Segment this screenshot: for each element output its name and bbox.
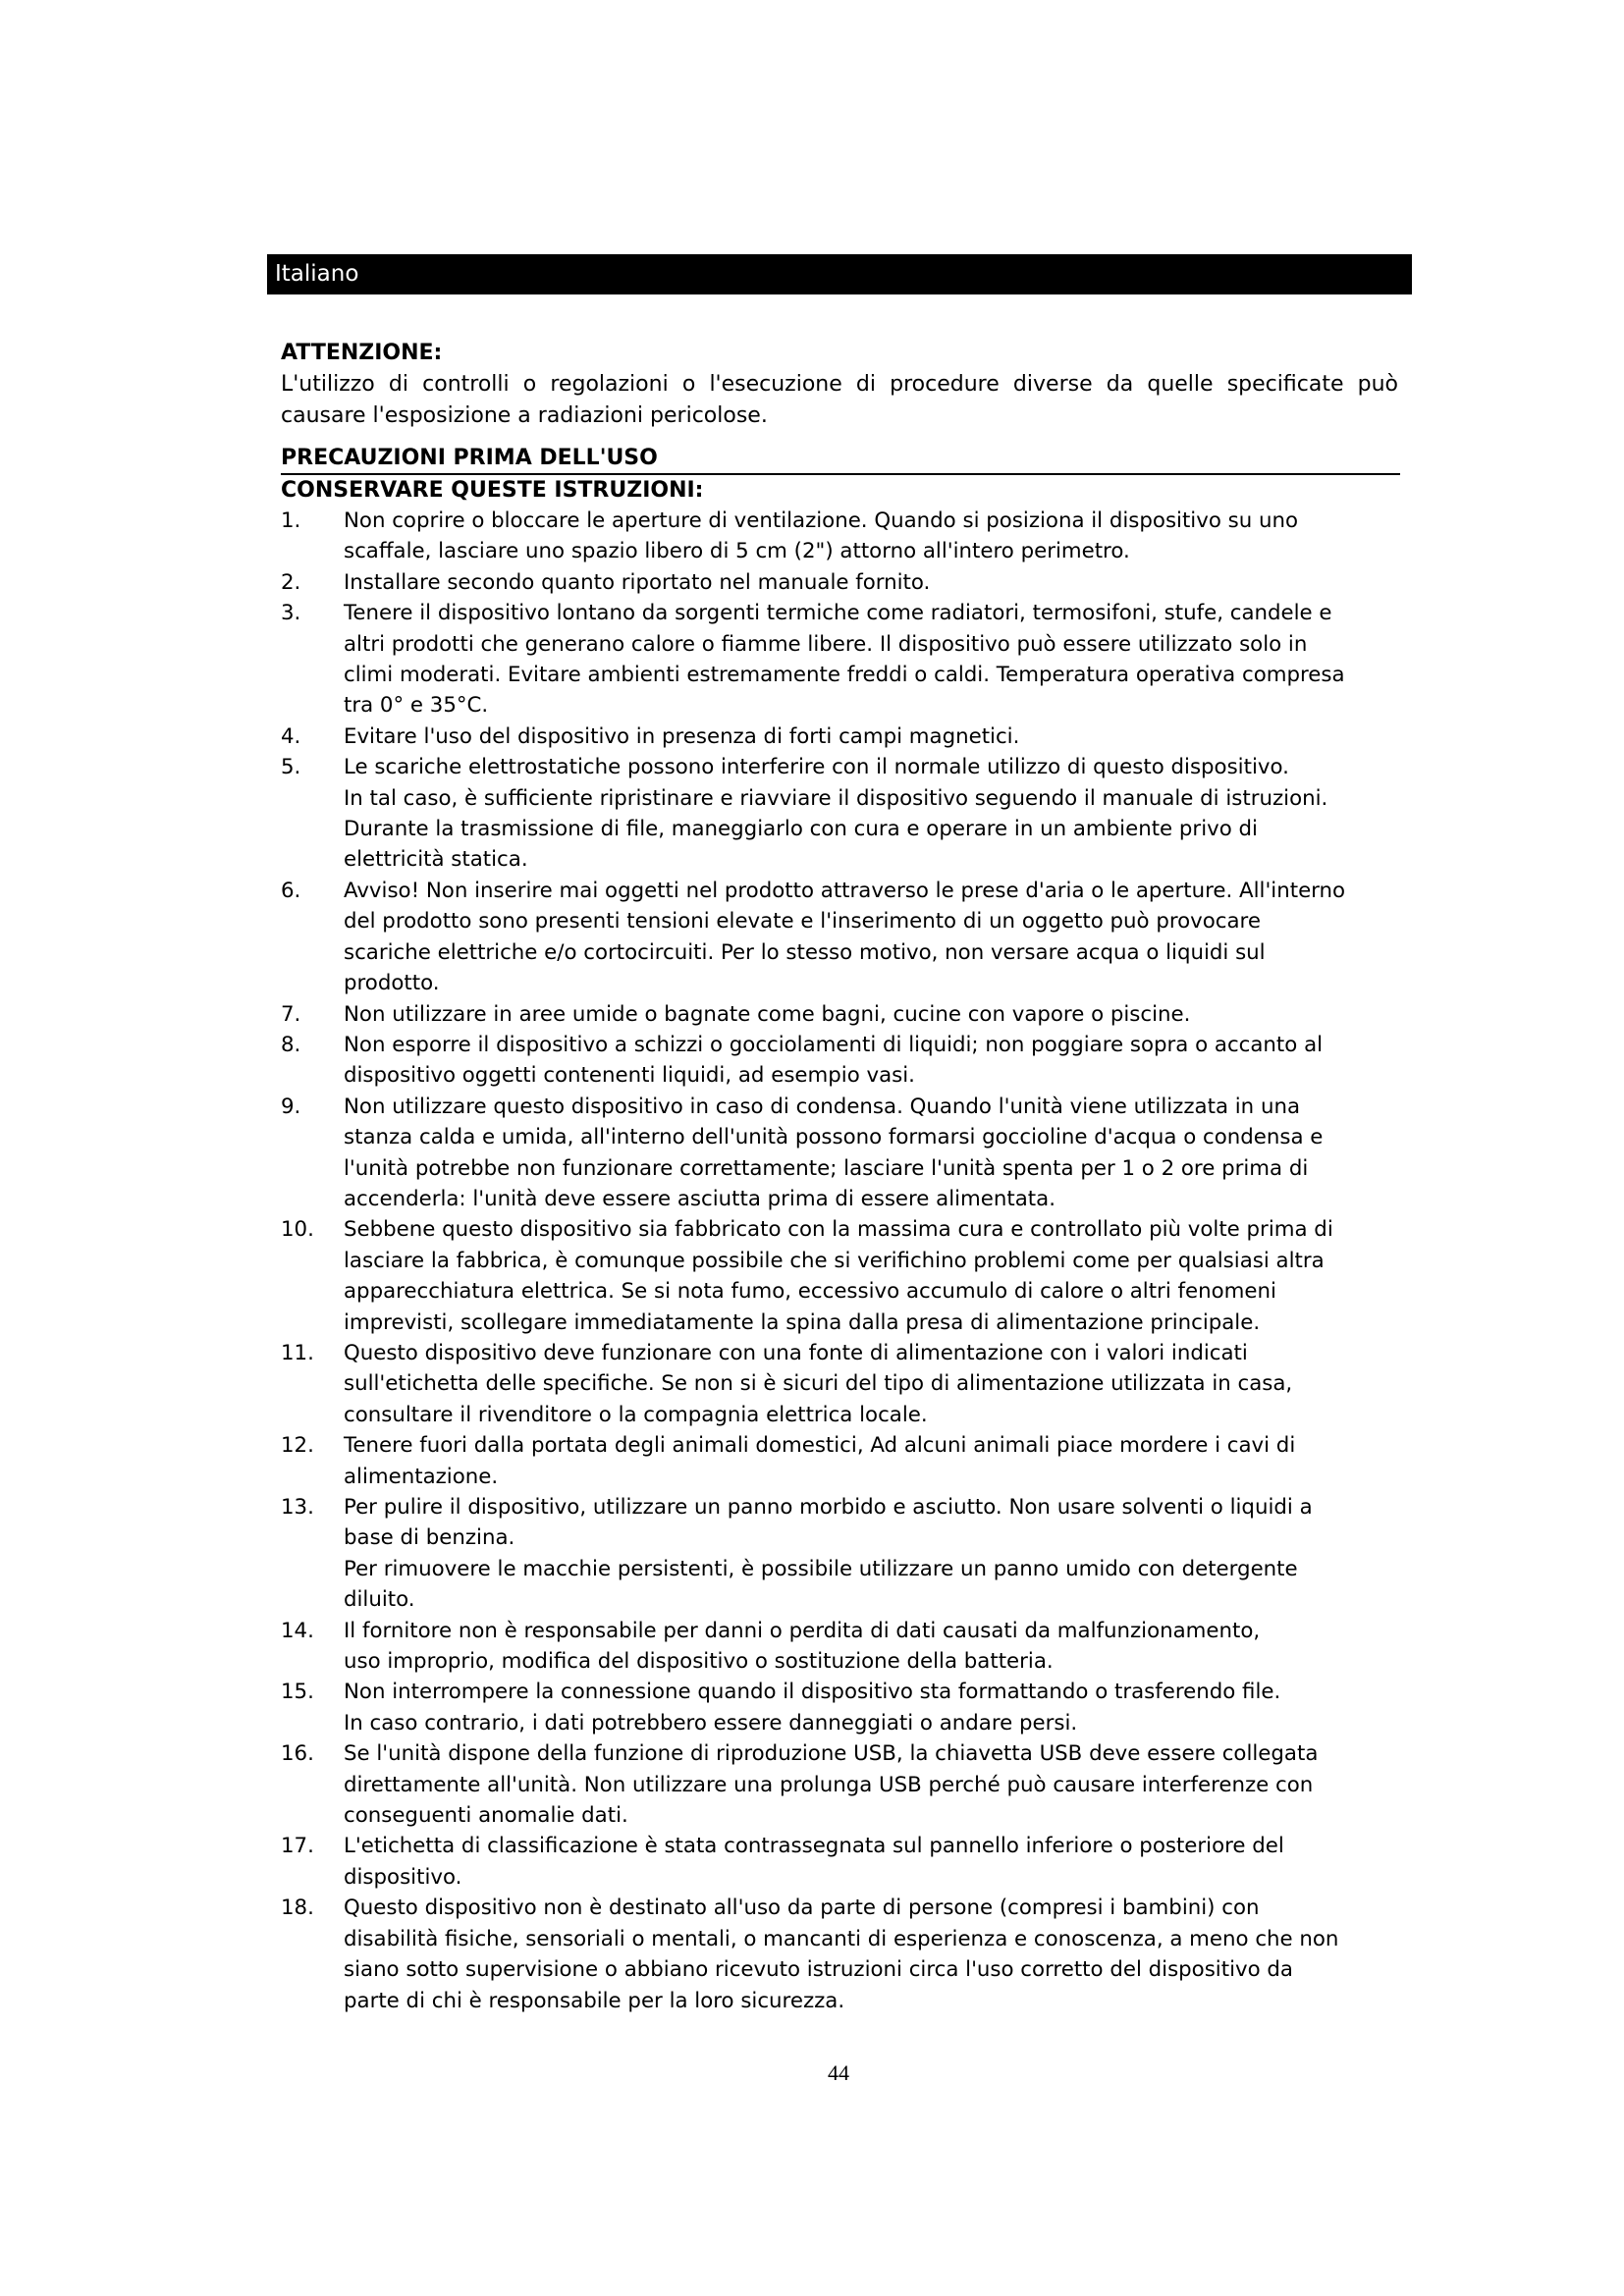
list-item-line: diluito. <box>344 1587 415 1613</box>
precautions-subheading: CONSERVARE QUESTE ISTRUZIONI: <box>281 478 704 503</box>
list-item-line: conseguenti anomalie dati. <box>344 1803 628 1829</box>
list-item-text <box>344 1492 1398 1616</box>
list-item-line: Non esporre il dispositivo a schizzi o gocciolamenti di liquidi; non poggiare sopra o accanto al <box>344 1032 1324 1057</box>
list-item <box>281 1677 1398 1738</box>
list-item-line: dispositivo. <box>344 1864 462 1890</box>
list-item <box>281 876 1398 999</box>
list-item-line: consultare il rivenditore o la compagnia elettrica locale. <box>344 1402 928 1427</box>
list-item-line: altri prodotti che generano calore o fiamme libere. Il dispositivo può essere utilizzato solo in <box>344 631 1308 657</box>
list-item-line: Se l'unità dispone della funzione di riproduzione USB, la chiavetta USB deve essere collegata <box>344 1741 1319 1767</box>
list-item-number: 5. <box>281 755 301 780</box>
list-item-line: Questo dispositivo non è destinato all'uso da parte di persone (compresi i bambini) con <box>344 1896 1260 1921</box>
list-item-text <box>344 567 1398 598</box>
list-item-number: 10. <box>281 1217 314 1243</box>
warning-body: L'utilizzo di controlli o regolazioni o l'esecuzione di procedure diverse da quelle specificate può causare l'esposizione a radiazioni pericolose. <box>281 372 1398 428</box>
list-item-text <box>344 1092 1398 1215</box>
list-item-line: parte di chi è responsabile per la loro sicurezza. <box>344 1988 845 2013</box>
list-item-text <box>344 1430 1398 1492</box>
list-item-line: uso improprio, modifica del dispositivo o sostituzione della batteria. <box>344 1649 1054 1675</box>
list-item <box>281 1893 1398 2016</box>
list-item-line: Sebbene questo dispositivo sia fabbricato con la massima cura e controllato più volte prima di <box>344 1217 1333 1243</box>
list-item-text <box>344 999 1398 1030</box>
list-item-line: elettricità statica. <box>344 847 528 873</box>
warning-title: ATTENZIONE: <box>281 341 443 365</box>
list-item-line: tra 0° e 35°C. <box>344 693 489 719</box>
list-item <box>281 1030 1398 1092</box>
list-item-line: imprevisti, scollegare immediatamente la spina dalla presa di alimentazione principale. <box>344 1309 1261 1335</box>
list-item-line: siano sotto supervisione o abbiano ricevuto istruzioni circa l'uso corretto del dispositivo da <box>344 1957 1293 1983</box>
list-item-text <box>344 1893 1398 2016</box>
precautions-heading: PRECAUZIONI PRIMA DELL'USO <box>281 446 658 470</box>
list-item <box>281 1214 1398 1338</box>
list-item-line: apparecchiatura elettrica. Se si nota fumo, eccessivo accumulo di calore o altri fenomeni <box>344 1279 1276 1305</box>
list-item-number: 15. <box>281 1680 314 1705</box>
list-item-line: Tenere il dispositivo lontano da sorgenti termiche come radiatori, termosifoni, stufe, candele e <box>344 601 1332 626</box>
warning-block <box>281 338 1398 432</box>
list-item <box>281 1492 1398 1616</box>
language-label: Italiano <box>275 261 359 287</box>
list-item-line: base di benzina. <box>344 1525 515 1551</box>
list-item-number: 16. <box>281 1741 314 1767</box>
list-item-text <box>344 1338 1398 1430</box>
list-item-line: sull'etichetta delle specifiche. Se non si è sicuri del tipo di alimentazione utilizzata in casa, <box>344 1371 1293 1397</box>
list-item-text <box>344 1030 1398 1092</box>
list-item-line: stanza calda e umida, all'interno dell'unità possono formarsi goccioline d'acqua o condensa e <box>344 1125 1324 1150</box>
list-item <box>281 1430 1398 1492</box>
list-item-number: 8. <box>281 1032 301 1057</box>
list-item-line: Non coprire o bloccare le aperture di ventilazione. Quando si posiziona il dispositivo su uno <box>344 508 1299 533</box>
list-item-line: Avviso! Non inserire mai oggetti nel prodotto attraverso le prese d'aria o le aperture. All'interno <box>344 878 1346 903</box>
list-item-text <box>344 752 1398 876</box>
list-item-line: Durante la trasmissione di file, maneggiarlo con cura e operare in un ambiente privo di <box>344 817 1258 842</box>
list-item <box>281 1831 1398 1893</box>
list-item <box>281 752 1398 876</box>
list-item-text <box>344 876 1398 999</box>
list-item-line: climi moderati. Evitare ambienti estremamente freddi o caldi. Temperatura operativa compresa <box>344 663 1345 688</box>
list-item-text <box>344 1677 1398 1738</box>
list-item-number: 3. <box>281 601 301 626</box>
list-item-number: 12. <box>281 1433 314 1459</box>
list-item-line: Questo dispositivo deve funzionare con una fonte di alimentazione con i valori indicati <box>344 1340 1248 1365</box>
list-item <box>281 1092 1398 1215</box>
language-header-bar <box>267 254 1412 294</box>
list-item-text <box>344 1214 1398 1338</box>
list-item-number: 13. <box>281 1495 314 1520</box>
list-item-text <box>344 506 1398 567</box>
list-item-number: 14. <box>281 1618 314 1643</box>
list-item <box>281 567 1398 598</box>
list-item <box>281 1616 1398 1678</box>
list-item <box>281 506 1398 567</box>
precautions-section <box>281 443 1398 2016</box>
list-item-line: Installare secondo quanto riportato nel manuale fornito. <box>344 569 931 595</box>
list-item-line: Il fornitore non è responsabile per danni o perdita di dati causati da malfunzionamento, <box>344 1618 1261 1643</box>
list-item-number: 11. <box>281 1340 314 1365</box>
list-item-number: 17. <box>281 1834 314 1859</box>
list-item-line: scaffale, lasciare uno spazio libero di 5 cm (2") attorno all'intero perimetro. <box>344 539 1130 564</box>
list-item-number: 4. <box>281 723 301 749</box>
page-number: 44 <box>828 2060 849 2085</box>
list-item-line: alimentazione. <box>344 1464 499 1489</box>
list-item-line: Per rimuovere le macchie persistenti, è possibile utilizzare un panno umido con detergente <box>344 1556 1298 1581</box>
list-item-number: 6. <box>281 878 301 903</box>
list-item-text <box>344 721 1398 752</box>
list-item <box>281 1738 1398 1831</box>
list-item-line: Per pulire il dispositivo, utilizzare un panno morbido e asciutto. Non usare solventi o liquidi a <box>344 1495 1313 1520</box>
list-item-line: In caso contrario, i dati potrebbero essere danneggiati o andare persi. <box>344 1710 1078 1735</box>
list-item-line: prodotto. <box>344 971 440 996</box>
list-item-line: Non utilizzare questo dispositivo in caso di condensa. Quando l'unità viene utilizzata in una <box>344 1094 1300 1119</box>
list-item <box>281 721 1398 752</box>
list-item <box>281 999 1398 1030</box>
list-item-line: del prodotto sono presenti tensioni elevate e l'inserimento di un oggetto può provocare <box>344 909 1261 934</box>
list-item-text <box>344 1831 1398 1893</box>
list-item-line: Evitare l'uso del dispositivo in presenza di forti campi magnetici. <box>344 723 1020 749</box>
list-item-line: direttamente all'unità. Non utilizzare una prolunga USB perché può causare interferenze con <box>344 1772 1314 1797</box>
list-item-number: 7. <box>281 1001 301 1027</box>
list-item-line: In tal caso, è sufficiente ripristinare e riavviare il dispositivo seguendo il manuale di istruzioni. <box>344 785 1328 811</box>
list-item-line: dispositivo oggetti contenenti liquidi, ad esempio vasi. <box>344 1063 915 1089</box>
list-item-line: Non utilizzare in aree umide o bagnate come bagni, cucine con vapore o piscine. <box>344 1001 1191 1027</box>
list-item-text <box>344 1738 1398 1831</box>
list-item-number: 2. <box>281 569 301 595</box>
list-item-number: 18. <box>281 1896 314 1921</box>
list-item-line: Le scariche elettrostatiche possono interferire con il normale utilizzo di questo dispositivo. <box>344 755 1289 780</box>
precautions-list <box>281 506 1398 2016</box>
list-item-line: L'etichetta di classificazione è stata contrassegnata sul pannello inferiore o posteriore del <box>344 1834 1284 1859</box>
list-item-text <box>344 1616 1398 1678</box>
list-item-line: Tenere fuori dalla portata degli animali domestici, Ad alcuni animali piace mordere i cavi di <box>344 1433 1296 1459</box>
list-item-line: accenderla: l'unità deve essere asciutta prima di essere alimentata. <box>344 1186 1056 1211</box>
list-item <box>281 598 1398 721</box>
list-item-line: Non interrompere la connessione quando il dispositivo sta formattando o trasferendo file. <box>344 1680 1281 1705</box>
list-item-line: lasciare la fabbrica, è comunque possibile che si verifichino problemi come per qualsiasi altra <box>344 1248 1325 1273</box>
list-item-text <box>344 598 1398 721</box>
list-item-line: scariche elettriche e/o cortocircuiti. Per lo stesso motivo, non versare acqua o liquidi sul <box>344 939 1266 965</box>
list-item-number: 1. <box>281 508 301 533</box>
list-item <box>281 1338 1398 1430</box>
list-item-line: disabilità fisiche, sensoriali o mentali, o mancanti di esperienza e conoscenza, a meno che non <box>344 1926 1339 1951</box>
list-item-line: l'unità potrebbe non funzionare correttamente; lasciare l'unità spenta per 1 o 2 ore prima di <box>344 1155 1309 1181</box>
list-item-number: 9. <box>281 1094 301 1119</box>
